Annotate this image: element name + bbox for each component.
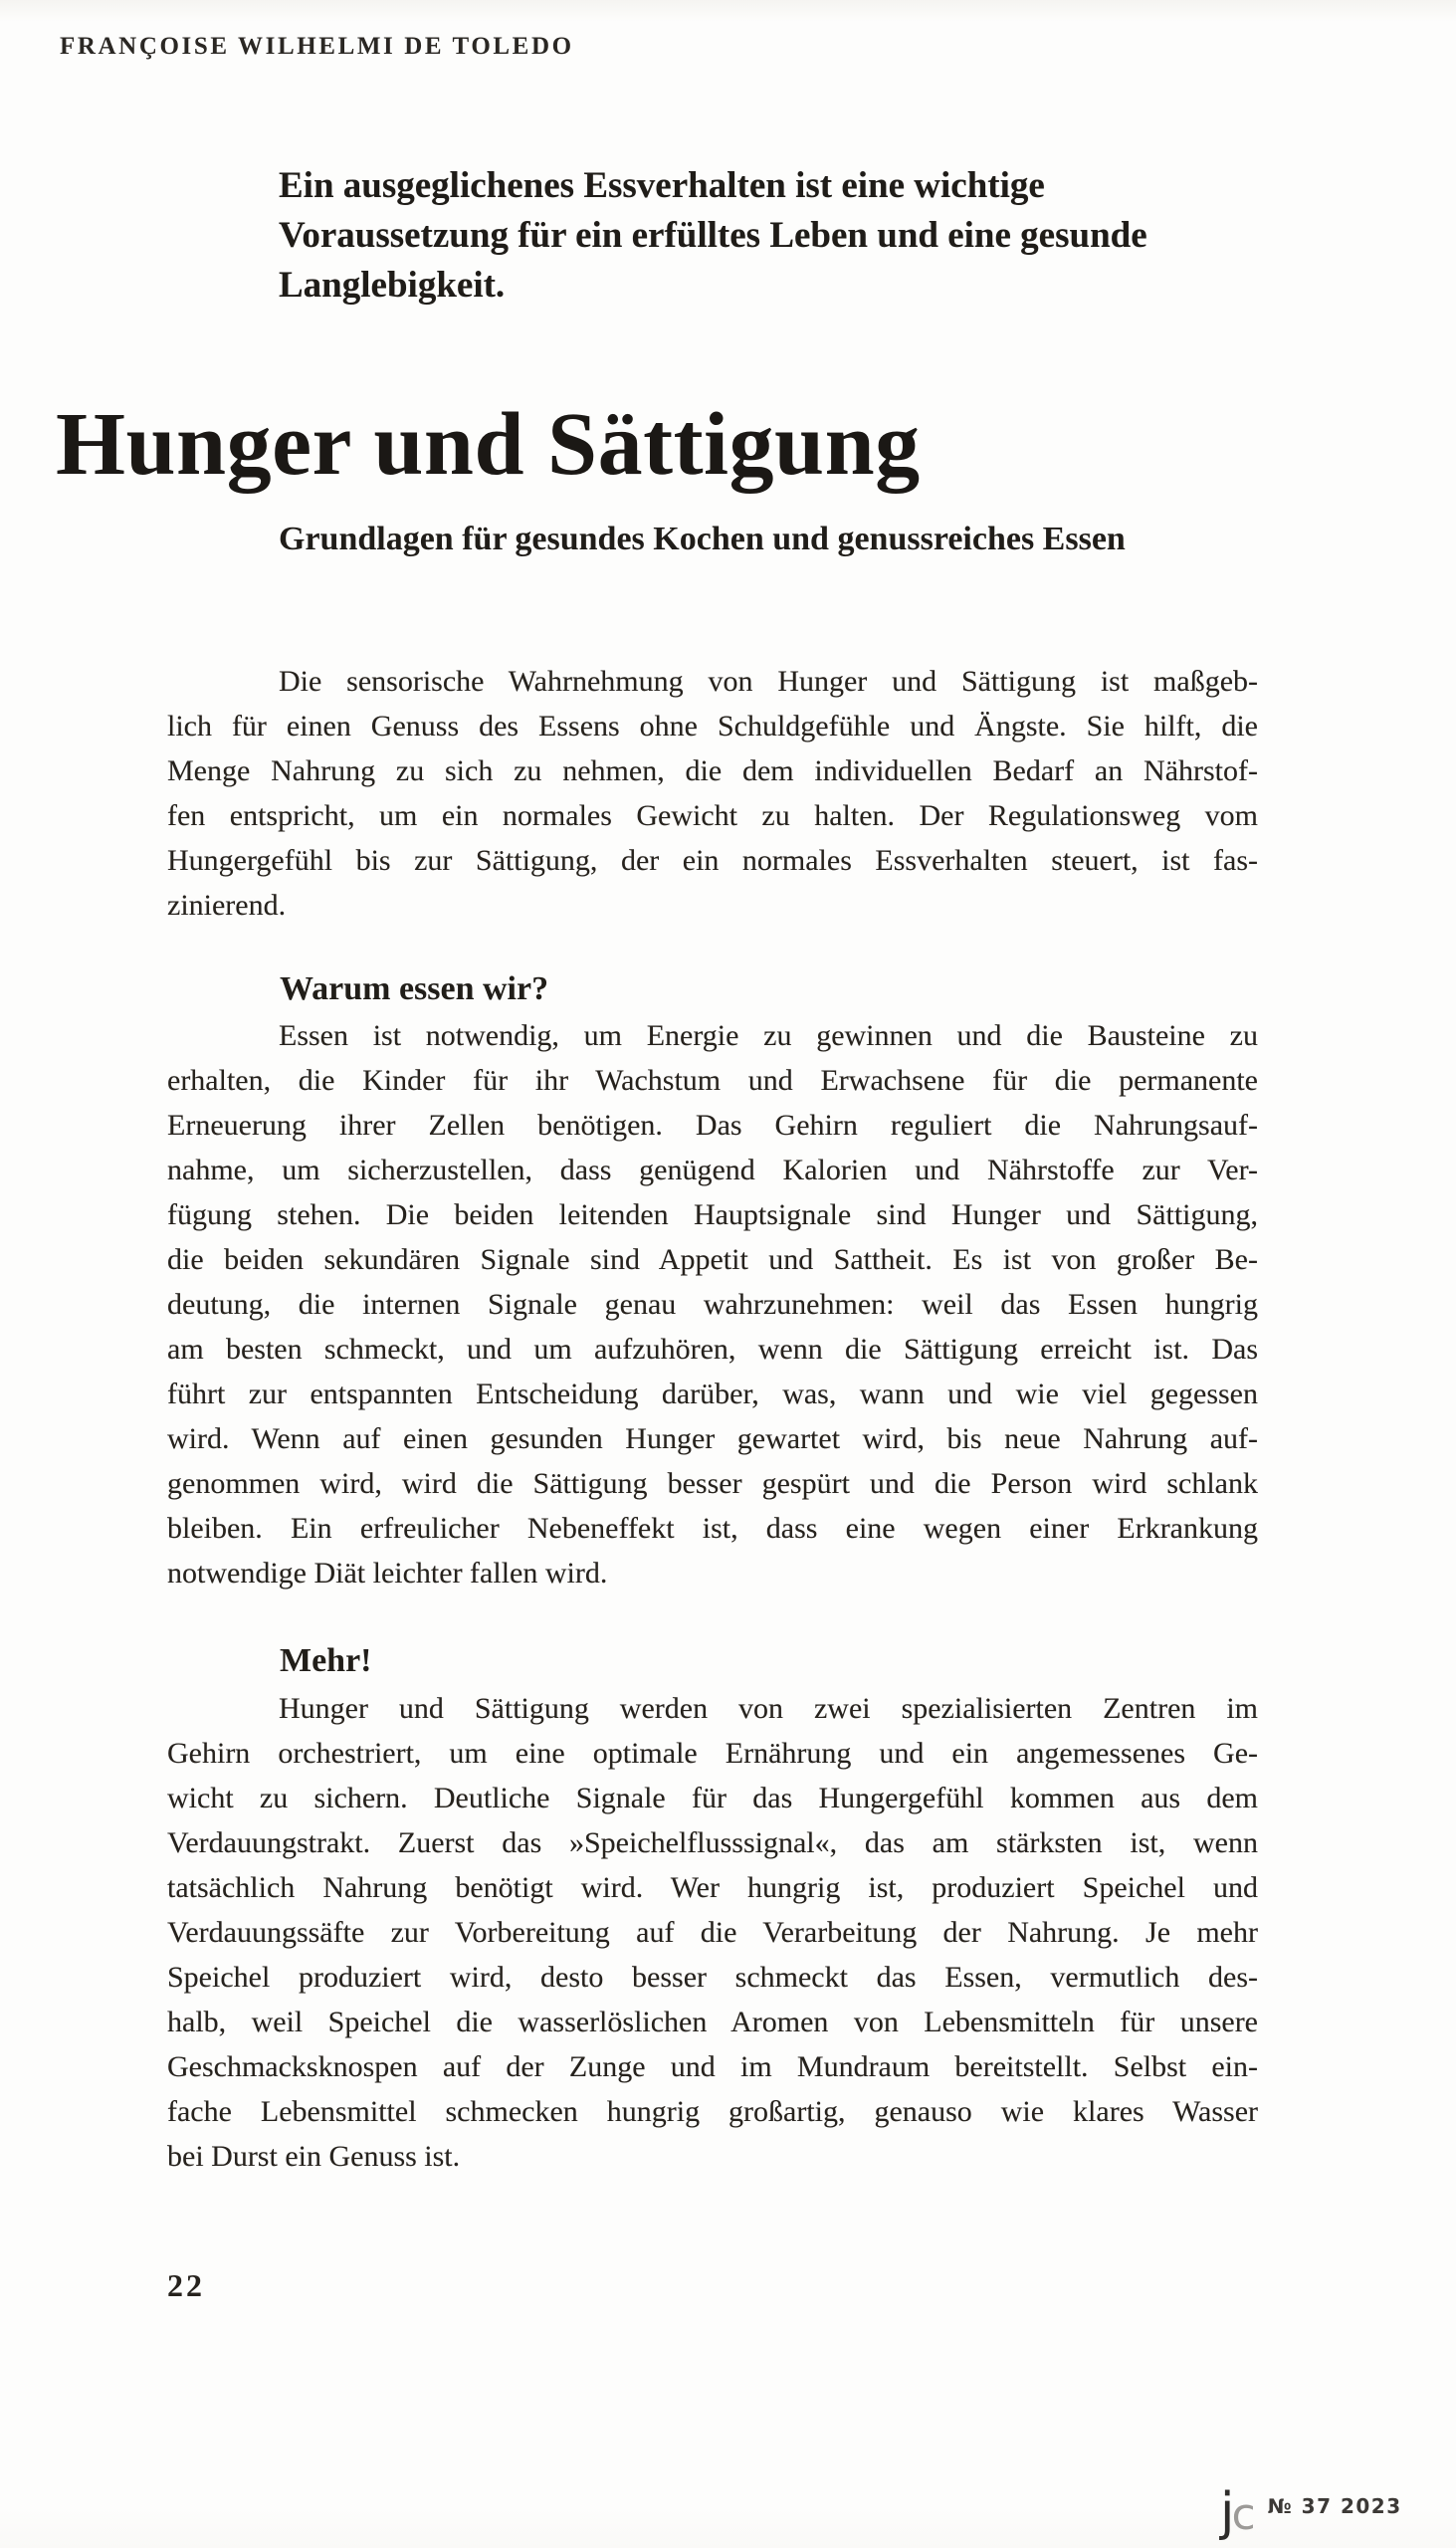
text-line: halb, weil Speichel die wasserlöslichen Aromen von Lebensmitteln für unsere	[167, 2006, 1258, 2038]
journal-issue-number: № 37 2023	[1267, 2494, 1402, 2518]
text-line: fen entspricht, um ein normales Gewicht zu halten. Der Regulationsweg vom	[167, 799, 1258, 832]
text-line: Geschmacksknospen auf der Zunge und im Mundraum bereitstellt. Selbst ein-	[167, 2050, 1258, 2083]
section-heading-warum-essen-wir: Warum essen wir?	[280, 970, 549, 1007]
text-line: Hungergefühl bis zur Sättigung, der ein normales Essverhalten steuert, ist fas-	[167, 844, 1258, 877]
text-line: fache Lebensmittel schmecken hungrig großartig, genauso wie klares Wasser	[167, 2095, 1258, 2128]
text-line: Hunger und Sättigung werden von zwei spezialisierten Zentren im	[279, 1692, 1258, 1725]
text-line: führt zur entspannten Entscheidung darüber, was, wann und wie viel gegessen	[167, 1378, 1258, 1410]
text-line: wird. Wenn auf einen gesunden Hunger gewartet wird, bis neue Nahrung auf-	[167, 1422, 1258, 1455]
body-paragraph-intro	[167, 659, 1258, 928]
text-line: tatsächlich Nahrung benötigt wird. Wer hungrig ist, produziert Speichel und	[167, 1871, 1258, 1904]
text-line: bei Durst ein Genuss ist.	[167, 2140, 461, 2173]
chapter-subtitle: Grundlagen für gesundes Kochen und genussreiches Essen	[279, 521, 1126, 557]
lead-paragraph	[279, 161, 1147, 311]
text-line: erhalten, die Kinder für ihr Wachstum und Erwachsene für die permanente	[167, 1064, 1258, 1097]
text-line: Langlebigkeit.	[279, 265, 506, 306]
text-line: Die sensorische Wahrnehmung von Hunger und Sättigung ist maßgeb-	[279, 665, 1258, 698]
text-line: zinierend.	[167, 889, 287, 922]
text-line: Ein ausgeglichenes Essverhalten ist eine wichtige	[279, 165, 1045, 206]
body-paragraph-warum	[167, 1013, 1258, 1595]
text-line: Verdauungssäfte zur Vorbereitung auf die Verarbeitung der Nahrung. Je mehr	[167, 1916, 1258, 1949]
text-line: Gehirn orchestriert, um eine optimale Ernährung und ein angemessenes Ge-	[167, 1737, 1258, 1770]
text-line: wicht zu sichern. Deutliche Signale für das Hungergefühl kommen aus dem	[167, 1782, 1258, 1814]
text-line: deutung, die internen Signale genau wahrzunehmen: weil das Essen hungrig	[167, 1288, 1258, 1321]
text-line: Essen ist notwendig, um Energie zu gewinnen und die Bausteine zu	[279, 1019, 1258, 1052]
text-line: Erneuerung ihrer Zellen benötigen. Das Gehirn reguliert die Nahrungsauf-	[167, 1109, 1258, 1142]
journal-logo-j: j	[1220, 2482, 1235, 2542]
page-number: 22	[167, 2267, 205, 2303]
text-line: notwendige Diät leichter fallen wird.	[167, 1557, 608, 1590]
text-line: fügung stehen. Die beiden leitenden Hauptsignale sind Hunger und Sättigung,	[167, 1198, 1258, 1231]
body-paragraph-mehr	[167, 1686, 1258, 2179]
text-line: die beiden sekundären Signale sind Appetit und Sattheit. Es ist von großer Be-	[167, 1243, 1258, 1276]
text-line: Menge Nahrung zu sich zu nehmen, die dem individuellen Bedarf an Nährstof-	[167, 754, 1258, 787]
text-line: Speichel produziert wird, desto besser schmeckt das Essen, vermutlich des-	[167, 1961, 1258, 1994]
text-line: lich für einen Genuss des Essens ohne Schuldgefühle und Ängste. Sie hilft, die	[167, 710, 1258, 743]
journal-logo-c: c	[1231, 2489, 1256, 2540]
text-line: nahme, um sicherzustellen, dass genügend Kalorien und Nährstoffe zur Ver-	[167, 1154, 1258, 1186]
text-line: genommen wird, wird die Sättigung besser gespürt und die Person wird schlank	[167, 1467, 1258, 1500]
section-heading-mehr: Mehr!	[280, 1642, 372, 1679]
text-line: am besten schmeckt, und um aufzuhören, wenn die Sättigung erreicht ist. Das	[167, 1333, 1258, 1366]
chapter-title: Hunger und Sättigung	[56, 395, 921, 494]
journal-mark	[1220, 2482, 1402, 2542]
text-line: Verdauungstrakt. Zuerst das »Speichelflusssignal«, das am stärksten ist, wenn	[167, 1826, 1258, 1859]
author-header: FRANÇOISE WILHELMI DE TOLEDO	[60, 33, 574, 60]
text-line: Voraussetzung für ein erfülltes Leben und eine gesunde	[279, 215, 1147, 256]
text-line: bleiben. Ein erfreulicher Nebeneffekt ist, dass eine wegen einer Erkrankung	[167, 1512, 1258, 1545]
